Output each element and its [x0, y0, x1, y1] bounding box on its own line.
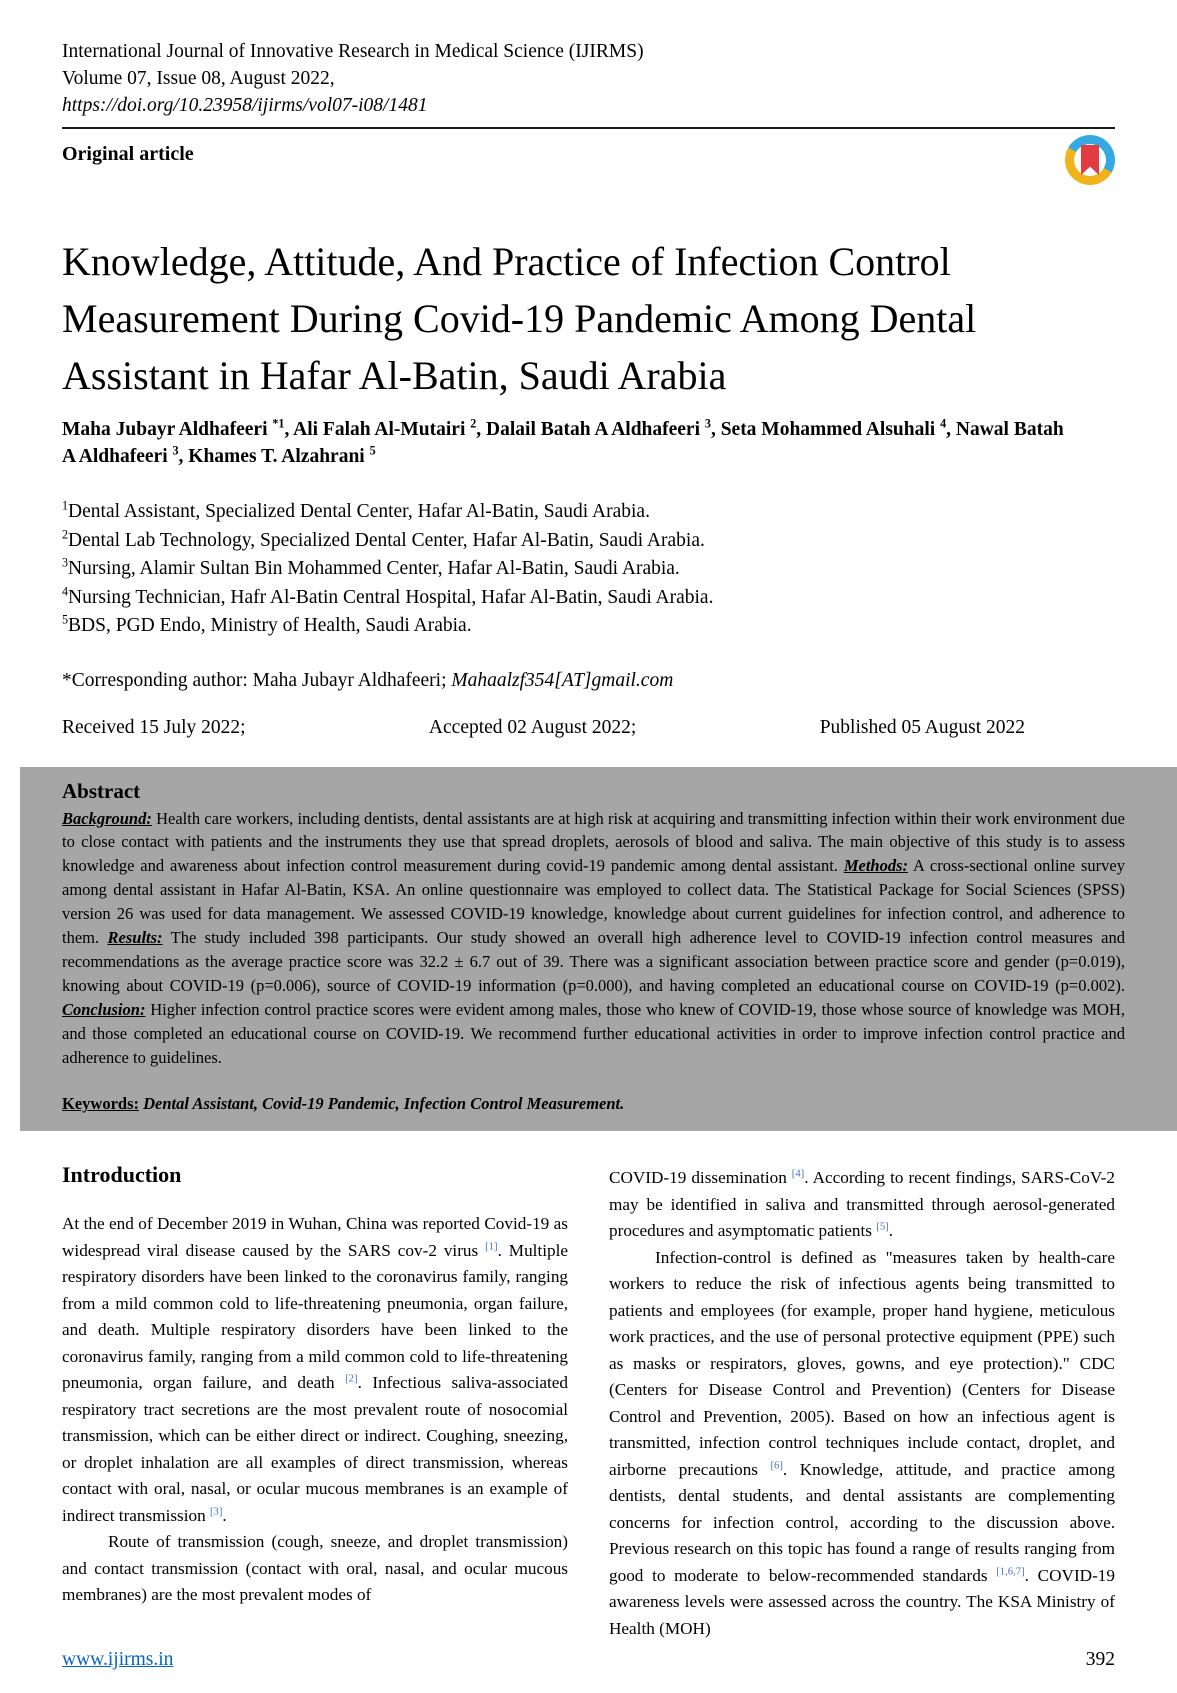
text-segment: COVID-19 dissemination	[609, 1168, 792, 1188]
abstract-body	[62, 807, 1125, 1070]
citation-ref-3: [3]	[209, 1506, 223, 1518]
text-segment: Dental Assistant, Specialized Dental Center, Hafar Al-Batin, Saudi Arabia.	[68, 501, 650, 522]
text-segment: Nursing Technician, Hafr Al-Batin Central Hospital, Hafar Al-Batin, Saudi Arabia.	[68, 586, 714, 608]
text-segment: Methods:	[843, 856, 909, 876]
text-segment: , Khames T. Alzahrani	[178, 446, 370, 467]
text-segment: A cross-sectional online survey among dental assistant in Hafar Al-Batin, KSA. An online questionnaire was employed to collect data. The Statistical Package for Social Sciences (SPSS) version 26 was used for data management. We assessed COVID-19 knowledge, knowledge about current guidelines for infection control, and adherence to them.	[62, 856, 1125, 948]
affiliations-block	[62, 498, 1115, 641]
text-segment: 3	[62, 555, 69, 570]
right-column	[609, 1161, 1115, 1642]
citation-ref-5: [5]	[876, 1221, 889, 1233]
text-segment: . COVID-19 awareness levels were assessed across the country. The KSA Ministry of Health (MOH)	[609, 1565, 1115, 1638]
citation-ref-6: [6]	[770, 1460, 783, 1472]
text-segment: , Dalail Batah A Aldhafeeri	[476, 419, 705, 440]
text-segment: , Seta Mohammed Alsuhali	[710, 419, 941, 440]
accepted-date: Accepted 02 August 2022;	[428, 716, 637, 738]
doi-text: https://doi.org/10.23958/ijirms/vol07-i08/1481	[62, 95, 428, 116]
published-date: Published 05 August 2022	[819, 716, 1025, 738]
introduction-heading: Introduction	[62, 1162, 182, 1188]
journal-website-link[interactable]: www.ijirms.in	[62, 1649, 174, 1670]
authors-line	[62, 416, 1072, 470]
affiliation-2	[62, 527, 1115, 556]
intro-paragraph-2: Route of transmission (cough, sneeze, and droplet transmission) and contact transmission (contact with oral, nasal, and ocular mucous membranes) are the most prevalent modes of	[62, 1532, 568, 1605]
article-title: Knowledge, Attitude, And Practice of Infection Control Measurement During Covid-19 Pandemic Among Dental Assistant in Hafar Al-Batin, Saudi Arabia	[62, 239, 977, 398]
intro-paragraph-1	[62, 1211, 568, 1529]
dates-row	[62, 714, 1115, 741]
text-segment: . Knowledge, attitude, and practice among dentists, dental students, and dental assistants are complementing concerns for infection control, according to the discussion above. Previous research on this topic has found a range of results ranging from good to moderate to below-recommended standards	[609, 1459, 1115, 1585]
text-segment: At the end of December 2019 in Wuhan, China was reported Covid-19 as widespread viral disease caused by the SARS cov-2 virus	[62, 1214, 568, 1260]
text-segment: , Nawal Batah A Aldhafeeri	[62, 419, 1064, 467]
text-segment: Dental Lab Technology, Specialized Dental Center, Hafar Al-Batin, Saudi Arabia.	[68, 529, 705, 551]
text-segment: 3	[704, 416, 711, 431]
affiliation-5	[62, 612, 1115, 641]
abstract-heading: Abstract	[62, 778, 141, 803]
article-type-row	[62, 141, 1115, 185]
text-segment: 2	[470, 416, 477, 431]
received-date: Received 15 July 2022;	[62, 716, 246, 738]
text-segment: 3	[172, 443, 179, 458]
text-segment: . Multiple respiratory disorders have been linked to the coronavirus family, ranging from a mild common cold to life-threatening pneumonia, organ failure, and death. Multiple respiratory disorders have been linked to the coronavirus family, ranging from a mild common cold to life-threatening pneumonia, organ failure, and death	[62, 1240, 568, 1393]
text-segment: Nursing, Alamir Sultan Bin Mohammed Center, Hafar Al-Batin, Saudi Arabia.	[68, 558, 680, 579]
text-segment: , Ali Falah Al-Mutairi	[284, 419, 471, 440]
text-segment: The study included 398 participants. Our study showed an overall high adherence level to COVID-19 infection control measures and recommendations as the average practice score was 32.2 ± 6.7 out of 39. There was a significant association between practice score and gender (p=0.019), knowing about COVID-19 (p=0.006), source of COVID-19 information (p=0.000), and having completed an educational course on COVID-19 (p=0.002).	[62, 928, 1125, 995]
text-segment: Higher infection control practice scores were evident among males, those who knew of COVID-19, those whose source of knowledge was MOH, and those completed an educational course on COVID-19. We recommend further educational activities in order to improve infection control practice and adherence to guidelines.	[62, 999, 1125, 1067]
page-number: 392	[1085, 1649, 1115, 1670]
left-column	[62, 1161, 568, 1642]
text-segment: . According to recent findings, SARS-CoV-2 may be identified in saliva and transmitted through aerosol-generated procedures and asymptomatic patients	[609, 1168, 1115, 1241]
text-segment: Health care workers, including dentists, dental assistants are at high risk at acquiring and transmitting infection within their work environment due to close contact with patients and the instruments they use that spread droplets, aerosols of blood and saliva. The main objective of this study is to assess knowledge and awareness about infection control measurement during covid-19 pandemic among dental assistant.	[62, 808, 1125, 876]
text-segment: . Infectious saliva-associated respiratory tract secretions are the most prevalent route of nosocomial transmission, which can be either direct or indirect. Coughing, sneezing, or droplet inhalation are all examples of direct transmission, whereas contact with oral, nasal, or ocular mucous membranes is an example of indirect transmission	[62, 1373, 569, 1525]
corresponding-author-line	[62, 667, 1115, 694]
journal-badge-logo[interactable]	[1065, 135, 1115, 185]
text-segment: BDS, PGD Endo, Ministry of Health, Saudi Arabia.	[68, 615, 472, 636]
text-segment: 4	[940, 416, 947, 431]
intro-paragraph-3	[609, 1165, 1115, 1245]
text-segment: 5	[369, 443, 376, 458]
citation-ref-4: [4]	[791, 1168, 805, 1180]
text-segment: 4	[62, 584, 69, 598]
text-segment: 5	[62, 612, 69, 627]
text-segment: Background:	[62, 808, 152, 828]
text-segment: Maha Jubayr Aldhafeeri	[62, 419, 273, 440]
page-footer	[62, 1649, 1115, 1671]
page-header	[62, 38, 1115, 129]
citation-ref-1: [1]	[485, 1241, 498, 1253]
text-segment: 2	[62, 527, 69, 541]
intro-paragraph-4	[609, 1245, 1115, 1643]
introduction-section	[62, 1161, 1115, 1642]
affiliation-4	[62, 584, 1115, 613]
text-segment: Results:	[107, 928, 163, 948]
article-type-label: Original article	[62, 143, 194, 165]
text-segment: .	[222, 1505, 227, 1525]
text-segment: Mahaalzf354[AT]gmail.com	[451, 669, 674, 691]
issue-line: Volume 07, Issue 08, August 2022,	[62, 68, 335, 89]
text-segment: Infection-control is defined as "measures taken by health-care workers to reduce the risk of infectious agents being transmitted to patients and employees (for example, proper hand hygiene, meticulous work practices, and the use of personal protective equipment (PPE) such as masks or respirators, gloves, gowns, and eye protection)." CDC (Centers for Disease Control and Prevention) (Centers for Disease Control and Prevention, 2005). Based on how an infectious agent is transmitted, infection control techniques include contact, droplet, and airborne precautions	[609, 1247, 1115, 1479]
journal-name: International Journal of Innovative Research in Medical Science (IJIRMS)	[62, 41, 644, 62]
text-segment: 1	[62, 498, 69, 513]
text-segment: .	[888, 1221, 894, 1241]
text-segment: Dental Assistant, Covid-19 Pandemic, Infection Control Measurement.	[139, 1094, 625, 1114]
affiliation-3	[62, 555, 1115, 584]
citation-ref-2: [2]	[345, 1373, 358, 1385]
citation-ref-1-6-7: [1,6,7]	[996, 1566, 1025, 1578]
text-segment: Keywords:	[62, 1094, 139, 1114]
text-segment: Conclusion:	[62, 999, 146, 1019]
affiliation-1	[62, 498, 1115, 527]
text-segment: *1	[272, 416, 285, 431]
text-segment: *Corresponding author: Maha Jubayr Aldhafeeri;	[62, 669, 452, 691]
abstract-section	[20, 767, 1177, 1132]
keywords-line	[62, 1092, 1125, 1115]
